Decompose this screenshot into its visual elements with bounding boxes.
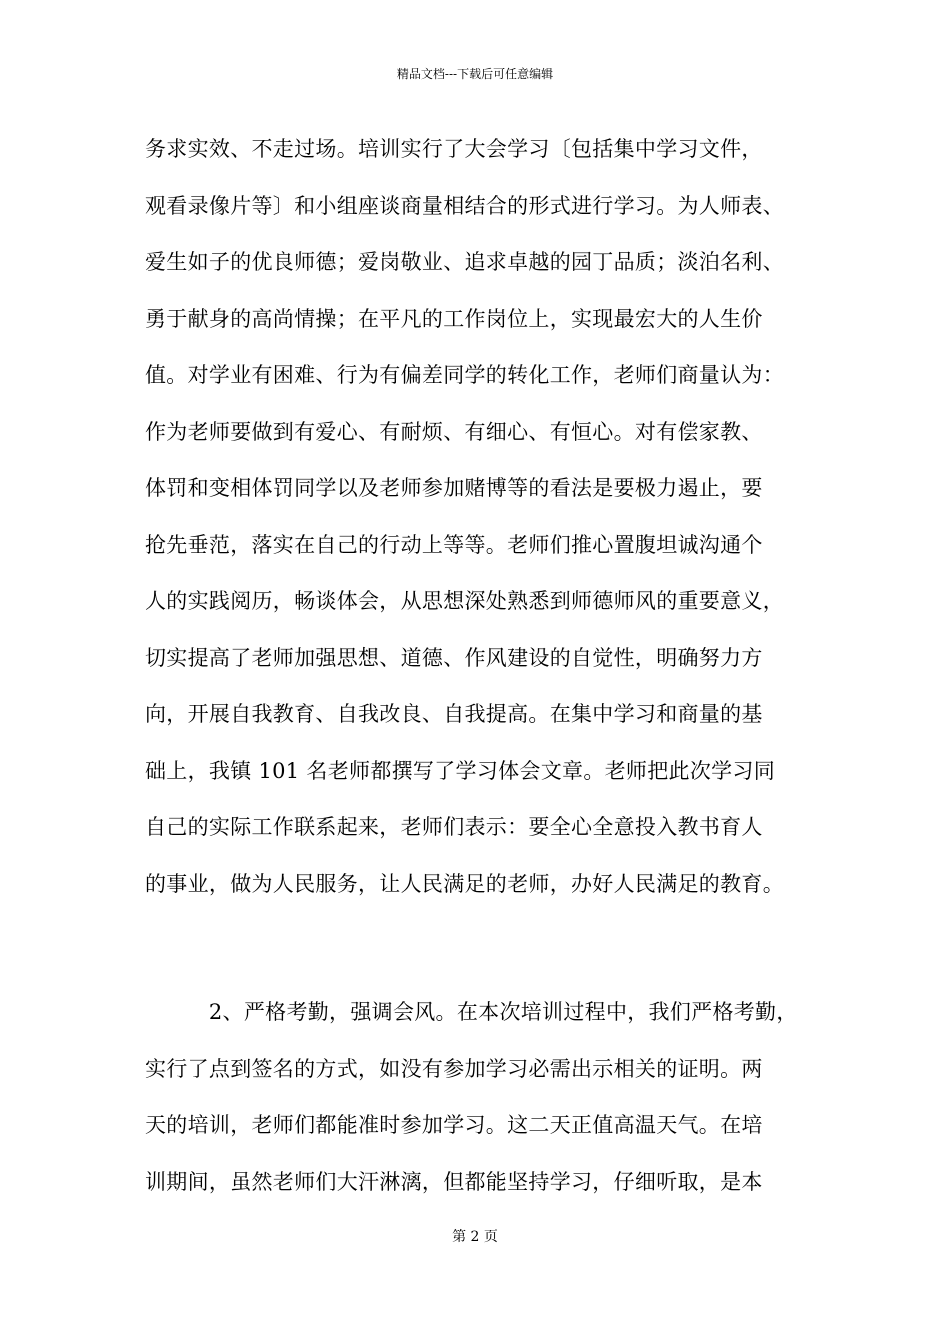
text-line: 天的培训，老师们都能准时参加学习。这二天正值高温天气。在培 xyxy=(145,1113,763,1137)
text-line: 作为老师要做到有爱心、有耐烦、有细心、有恒心。对有偿家教、 xyxy=(145,419,763,444)
text-line: 爱生如子的优良师德；爱岗敬业、追求卓越的园丁品质；淡泊名利、 xyxy=(145,250,784,274)
text-line: 抢先垂范，落实在自己的行动上等等。老师们推心置腹坦诚沟通个 xyxy=(145,532,763,557)
page-header: 精品文档---下载后可任意编辑 xyxy=(396,67,554,81)
text-line: 体罚和变相体罚同学以及老师参加赌博等的看法是要极力遏止，要 xyxy=(145,476,763,500)
text-line: 础上，我镇 101 名老师都撰写了学习体会文章。老师把此次学习同 xyxy=(145,758,776,783)
text-line: 务求实效、不走过场。培训实行了大会学习〔包括集中学习文件， xyxy=(145,137,763,161)
text-line: 向，开展自我教育、自我改良、自我提高。在集中学习和商量的基 xyxy=(145,702,763,726)
text-line: 的事业，做为人民服务，让人民满足的老师，办好人民满足的教育。 xyxy=(145,871,784,896)
text-line: 2、严格考勤，强调会风。在本次培训过程中，我们严格考勤， xyxy=(145,1000,798,1024)
text-line: 自己的实际工作联系起来，老师们表示：要全心全意投入教书育人 xyxy=(145,815,763,839)
text-line: 观看录像片等〕和小组座谈商量相结合的形式进行学习。为人师表、 xyxy=(145,193,784,218)
text-line: 人的实践阅历，畅谈体会，从思想深处熟悉到师德师风的重要意义， xyxy=(145,589,784,613)
text-line: 切实提高了老师加强思想、道德、作风建设的自觉性，明确努力方 xyxy=(145,645,763,670)
text-line: 训期间，虽然老师们大汗淋漓，但都能坚持学习，仔细听取，是本 xyxy=(145,1169,763,1194)
body-paragraph xyxy=(145,984,835,1210)
page-number: 第 2 页 xyxy=(452,1229,498,1245)
text-line: 勇于献身的高尚情操；在平凡的工作岗位上，实现最宏大的人生价 xyxy=(145,306,763,331)
text-line: 实行了点到签名的方式，如没有参加学习必需出示相关的证明。两 xyxy=(145,1056,763,1081)
text-line: 值。对学业有困难、行为有偏差同学的转化工作，老师们商量认为： xyxy=(145,363,784,387)
body-paragraph xyxy=(145,121,835,912)
